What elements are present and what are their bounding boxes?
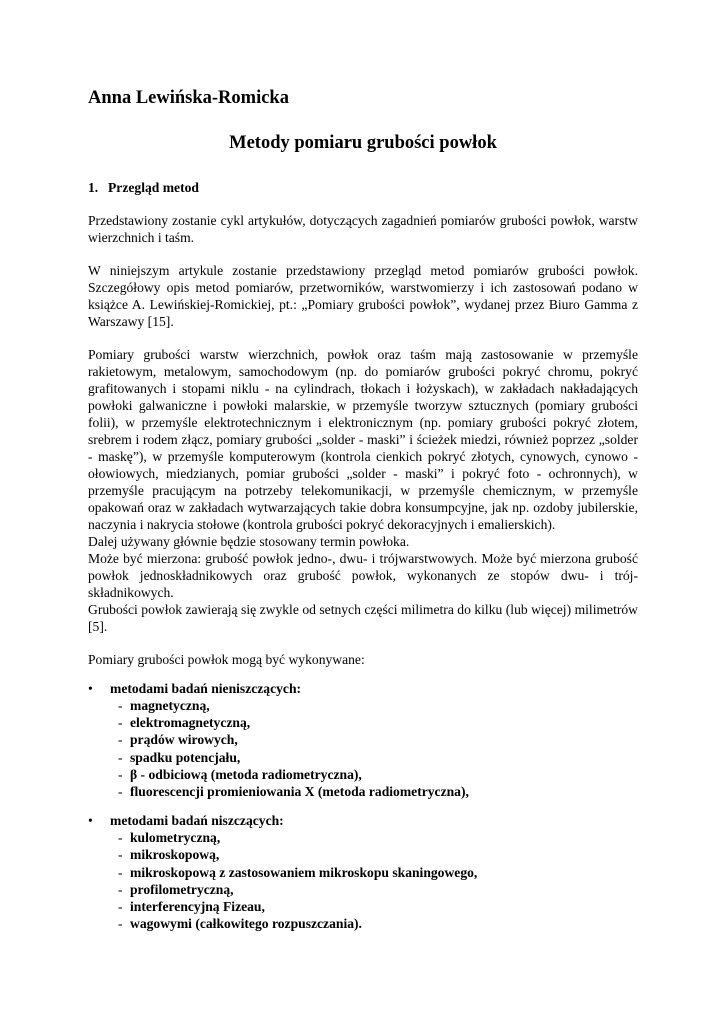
method-name: spadku potencjału, [130,749,241,765]
paragraph-applications: Pomiary grubości warstw wierzchnich, powłok oraz taśm mają zastosowanie w przemyśle rakietowym, metalowym, samochodowym (np. do pomiarów grubości pokryć chromu, pokryć grafitowanych i stopami niklu - na cylindrach, tłokach i łożyskach), w zakładach nakładających powłoki galwaniczne i powłoki malarskie, w przemyśle tworzyw sztucznych (pomiary grubości folii), w przemyśle elektrotechnicznym i elektronicznym (np. pomiary grubości pokryć złotem, srebrem i rodem złącz, pomiary grubości „solder - maski” i ścieżek miedzi, również poprzez „solder - maskę”), w przemyśle komputerowym (kontrola cienkich pokryć złotych, cynowych, cynowo - ołowiowych, miedzianych, pomiar grubości „solder - maski” i pokryć foto - ochronnych), w przemyśle pracującym na potrzeby telekomunikacji, w przemyśle chemicznym, w przemyśle opakowań oraz w zakładach wytwarzających takie dobra konsumpcyjne, jak np. ozdoby jubilerskie, naczynia i nakrycia stołowe (kontrola grubości pokryć dekoracyjnych i emalierskich). [88,347,638,532]
destructive-methods [110,829,638,932]
method-name: β - odbiciową (metoda radiometryczna), [130,766,362,782]
paragraph-term: Dalej używany głównie będzie stosowany termin powłoka. [88,534,410,549]
dash-icon: - [118,732,123,748]
method-name: profilometryczną, [130,881,234,897]
method-name: prądów wirowych, [130,732,238,748]
list-item [88,898,638,915]
nondestructive-methods [110,697,638,800]
list-item [88,864,638,881]
list-item [88,731,638,748]
method-name: kulometryczną, [130,830,221,846]
dash-icon: - [118,899,123,915]
method-name: magnetyczną, [130,698,210,713]
list-item-nondestructive [88,680,638,800]
bullet-icon: • [88,813,93,829]
list-item [88,749,638,766]
list-item [88,846,638,863]
dash-icon: - [118,881,123,897]
dash-icon: - [118,864,123,880]
paragraph-thickness-range: Grubości powłok zawierają się zwykle od setnych części milimetra do kilku (lub więcej) milimetrów [5]. [88,602,638,634]
list-item [88,915,638,932]
method-name: mikroskopową, [130,847,220,863]
bullet-icon: • [88,681,93,696]
dash-icon: - [118,784,123,800]
method-name: wagowymi (całkowitego rozpuszczania). [130,916,362,932]
dash-icon: - [118,698,123,713]
dash-icon: - [118,830,123,846]
document-title: Metody pomiaru grubości powłok [229,133,497,153]
document-page [88,86,638,932]
paragraph-measured: Może być mierzona: grubość powłok jedno-, dwu- i trójwarstwowych. Może być mierzona grubość powłok jednoskładnikowych oraz grubość powłok, wykonanych ze stopów dwu- i trój-składnikowych. [88,551,638,600]
method-group-heading: metodami badań nieniszczących: [110,681,302,696]
dash-icon: - [118,749,123,765]
list-item [88,783,638,800]
dash-icon: - [118,766,123,782]
method-name: elektromagnetyczną, [130,715,251,731]
section-number: 1. [88,180,99,195]
paragraph-methods-intro: Pomiary grubości powłok mogą być wykonywane: [88,652,365,667]
section-label: Przegląd metod [108,180,199,195]
list-item [88,766,638,783]
method-name: mikroskopową z zastosowaniem mikroskopu skaningowego, [130,864,478,880]
dash-icon: - [118,916,123,932]
list-item [88,829,638,846]
method-name: fluorescencji promieniowania X (metoda radiometryczna), [130,784,469,800]
method-group-heading: metodami badań niszczących: [110,813,284,829]
method-name: interferencyjną Fizeau, [130,899,265,915]
list-item-destructive [88,812,638,932]
methods-list [88,680,638,932]
dash-icon: - [118,847,123,863]
author-name: Anna Lewińska-Romicka [88,88,289,108]
paragraph-intro: Przedstawiony zostanie cykl artykułów, dotyczących zagadnień pomiarów grubości powłok, warstw wierzchnich i taśm. [88,213,638,245]
list-item [88,697,638,714]
dash-icon: - [118,715,123,731]
paragraph-overview: W niniejszym artykule zostanie przedstawiony przegląd metod pomiarów grubości powłok. Szczegółowy opis metod pomiarów, przetworników, warstwomierzy i ich zastosowań podano w książce A. Lewińskiej-Romickiej, pt.: „Pomiary grubości powłok”, wydanej przez Biuro Gamma z Warszawy [15]. [88,263,638,329]
list-item [88,714,638,731]
list-item [88,881,638,898]
section-heading [88,179,638,196]
